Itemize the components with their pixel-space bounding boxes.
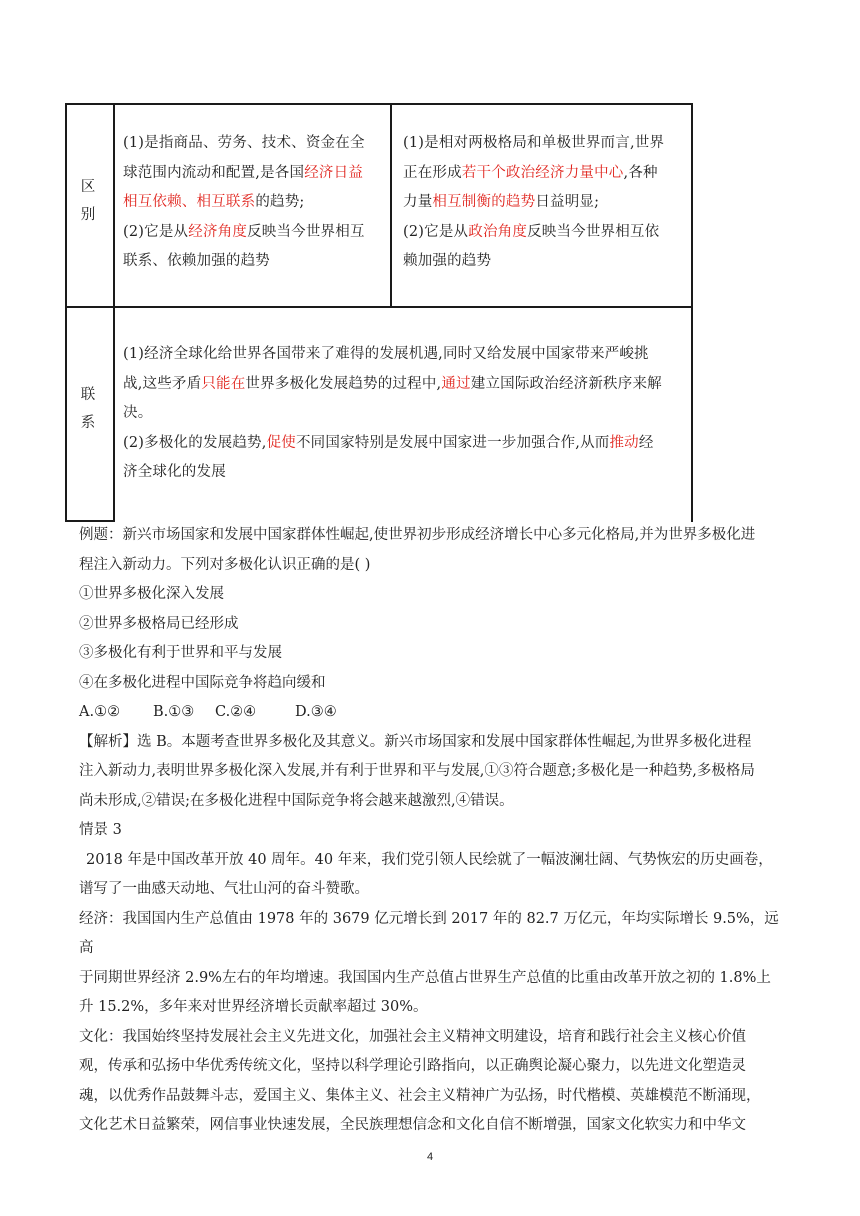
cell-text: (1)是相对两极格局和单极世界而言,世界: [403, 135, 665, 151]
statement-2: ②世界多极格局已经形成: [79, 615, 239, 632]
economy-line: 经济：我国国内生产总值由 1978 年的 3679 亿元增长到 2017 年的 82.7 万亿元，年均实际增长 9.5%，远高: [79, 910, 779, 956]
row-label-char: 区: [80, 179, 96, 195]
table-col-divider: [113, 103, 115, 522]
cell-text: 的趋势;: [255, 194, 305, 210]
cell-line: [123, 218, 388, 248]
row-label-connection: [78, 384, 98, 434]
cell-text: 决。: [123, 405, 153, 421]
cell-line: [123, 458, 689, 488]
cell-line: [403, 247, 691, 277]
cell-text: 正在形成: [403, 164, 462, 181]
question-line: 程注入新动力。下列对多极化认识正确的是( ): [79, 556, 371, 573]
cell-text: (1)经济全球化给世界各国带来了难得的发展机遇,同时又给发展中国家带来严峻挑: [123, 346, 649, 362]
row-label-char: 联: [80, 387, 96, 403]
cell-text: 经: [638, 434, 654, 451]
answer-options: [79, 698, 784, 728]
table-mid-divider: [390, 103, 392, 307]
statement-1: ①世界多极化深入发展: [79, 586, 224, 602]
cell-text: 力量: [403, 194, 433, 210]
analysis-line: 【解析】选 B。本题考查世界多极化及其意义。新兴市场国家和发展中国家群体性崛起,为世界多极化进程: [79, 733, 752, 750]
example-section: [79, 521, 784, 1141]
highlight-text: 促使: [266, 434, 296, 451]
cell-line: [403, 159, 691, 189]
highlight-text: 经济角度: [188, 223, 248, 240]
cell-line: [123, 159, 388, 189]
row-label-char: 系: [80, 415, 96, 431]
cell-text: 反映当今世界相互: [247, 223, 365, 240]
table-border-top: [65, 103, 693, 105]
table-border-left: [65, 103, 67, 522]
culture-line: 文化：我国始终坚持发展社会主义先进文化，加强社会主义精神文明建设，培育和践行社会主义核心价值: [79, 1028, 746, 1045]
option-c: C.②④: [215, 704, 257, 720]
cell-line: [403, 129, 691, 159]
cell-text: (2)它是从: [123, 223, 189, 240]
highlight-text: 经济日益: [304, 164, 364, 181]
question-line: 例题：新兴市场国家和发展中国家群体性崛起,使世界初步形成经济增长中心多元化格局,并为世界多极化进: [79, 527, 756, 543]
option-a: A.①②: [79, 704, 121, 720]
cell-text: 赖加强的趋势: [403, 253, 492, 269]
highlight-text: 通过: [441, 375, 471, 392]
culture-line: 魂，以优秀作品鼓舞斗志，爱国主义、集体主义、社会主义精神广为弘扬，时代楷模、英雄模范不断涌现，: [79, 1087, 761, 1104]
highlight-text: 相互依赖、相互联系: [123, 194, 256, 210]
cell-text: 济全球化的发展: [123, 464, 226, 480]
cell-multipolarization: [403, 129, 691, 277]
cell-line: [403, 218, 691, 248]
cell-text: 世界多极化发展趋势的过程中,: [245, 375, 442, 392]
analysis-line: 尚未形成,②错误;在多极化进程中国际竞争将会越来越激烈,④错误。: [79, 792, 514, 809]
comparison-table: [65, 103, 693, 522]
cell-line: [123, 247, 388, 277]
scene-title: 情景 3: [79, 822, 122, 838]
cell-text: 建立国际政治经济新秩序来解: [470, 375, 662, 392]
cell-text: 反映当今世界相互依: [527, 223, 660, 240]
option-d: D.③④: [295, 704, 337, 720]
scene-intro-line: 2018 年是中国改革开放 40 周年。40 年来，我们党引领人民绘就了一幅波澜壮阔、气势恢宏的历史画卷，: [86, 851, 773, 868]
cell-line: [123, 340, 689, 370]
cell-text: 球范围内流动和配置,是各国: [123, 164, 305, 181]
economy-line: 于同期世界经济 2.9%左右的年均增速。我国国内生产总值占世界生产总值的比重由改革开放之初的 1.8%上: [79, 969, 771, 986]
economy-line: 升 15.2%，多年来对世界经济增长贡献率超过 30%。: [79, 999, 428, 1015]
row-label-char: 别: [80, 207, 96, 223]
row-label-difference: [78, 176, 98, 226]
cell-text: 日益明显;: [535, 194, 600, 210]
cell-connection: [123, 340, 689, 488]
highlight-text: 相互制衡的趋势: [432, 194, 536, 210]
cell-line: [123, 370, 689, 400]
cell-line: [123, 399, 689, 429]
cell-text: ,各种: [623, 164, 658, 181]
cell-line: [123, 429, 689, 459]
cell-text: (2)多极化的发展趋势,: [123, 434, 267, 451]
highlight-text: 政治角度: [468, 223, 528, 240]
statement-4: ④在多极化进程中国际竞争将趋向缓和: [79, 674, 326, 691]
cell-globalization: [123, 129, 388, 277]
cell-text: (2)它是从: [403, 223, 469, 240]
table-border-right: [691, 103, 693, 522]
cell-text: 不同国家特别是发展中国家进一步加强合作,从而: [295, 434, 610, 451]
cell-text: 联系、依赖加强的趋势: [123, 253, 270, 269]
cell-line: [403, 188, 691, 218]
analysis-line: 注入新动力,表明世界多极化深入发展,并有利于世界和平与发展,①③符合题意;多极化是一种趋势,多极格局: [79, 763, 755, 779]
highlight-text: 只能在: [201, 375, 246, 392]
cell-text: (1)是指商品、劳务、技术、资金在全: [123, 135, 365, 151]
highlight-text: 推动: [609, 434, 639, 451]
scene-intro-line: 谱写了一曲感天动地、气壮山河的奋斗赞歌。: [79, 881, 369, 897]
page-number: 4: [426, 1151, 434, 1163]
table-row-divider: [65, 306, 693, 308]
cell-line: [123, 129, 388, 159]
culture-line: 观，传承和弘扬中华优秀传统文化，坚持以科学理论引路指向，以正确舆论凝心聚力，以先进文化塑造灵: [79, 1058, 746, 1074]
statement-3: ③多极化有利于世界和平与发展: [79, 645, 282, 661]
cell-text: 战,这些矛盾: [123, 375, 202, 392]
option-b: B.①③: [153, 704, 195, 720]
culture-line: 文化艺术日益繁荣，网信事业快速发展，全民族理想信念和文化自信不断增强，国家文化软实力和中华文: [79, 1117, 746, 1133]
highlight-text: 若干个政治经济力量中心: [461, 164, 624, 181]
cell-line: [123, 188, 388, 218]
